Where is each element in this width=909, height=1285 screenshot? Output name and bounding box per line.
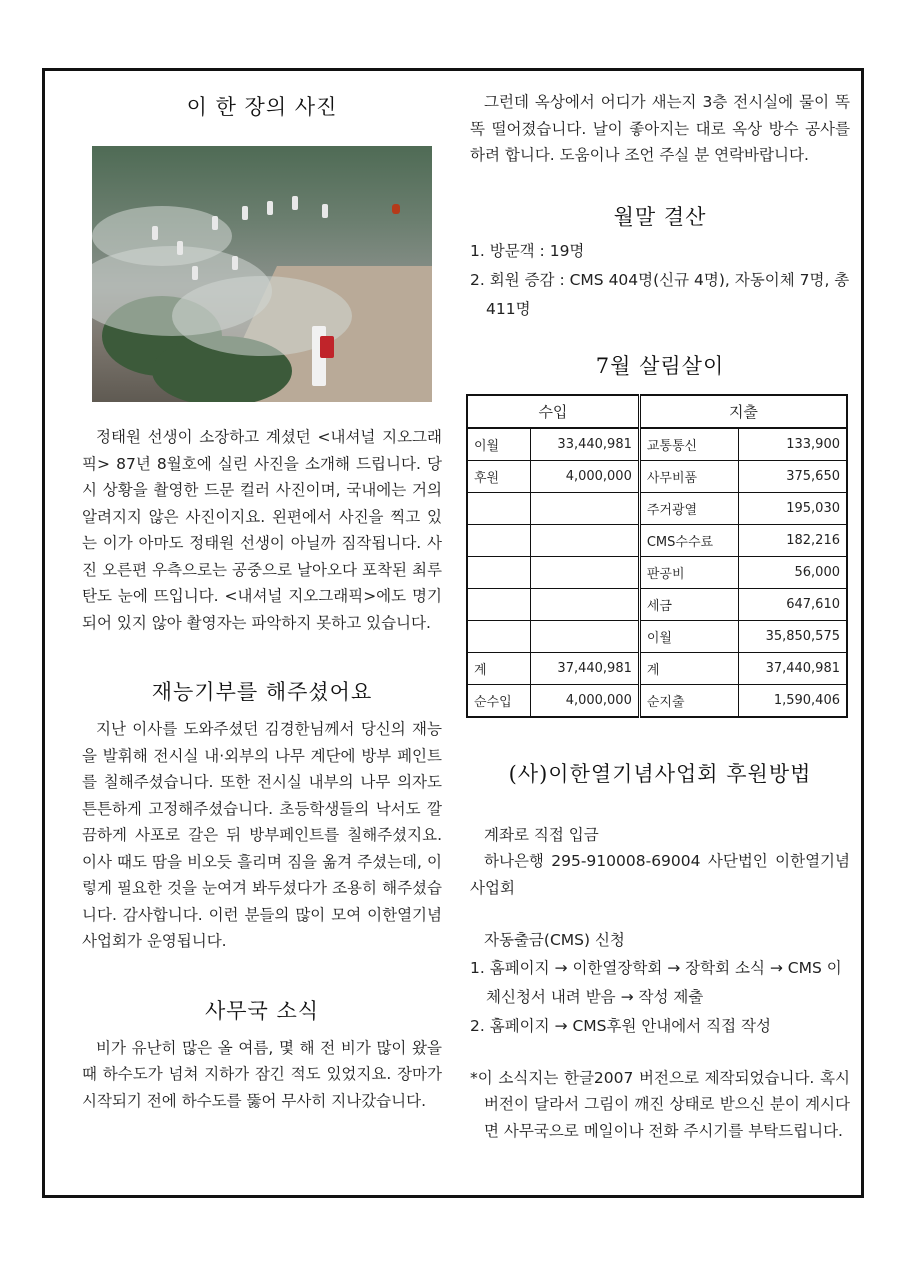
photo-section-body: 정태원 선생이 소장하고 계셨던 <내셔널 지오그래픽> 87년 8월호에 실린 사진을 소개해 드립니다. 당시 상황을 촬영한 드문 컬러 사진이며, 국내에는 거의 알려지지 않은 사진이지요. 왼편에서 사진을 찍고 있는 이가 아마도 정태원 선생이 아닐까 짐작됩니다. 사진 오른편 우측으로는 공중으로 날아오다 포착된 최루탄도 눈에 뜨입니다. <내셔널 지오그래픽>에도 명기되어 있지 않아 촬영자는 파악하지 못하고 있습니다. — [82, 428, 442, 632]
list-item: 2. 회원 증감 : CMS 404명(신규 4명), 자동이체 7명, 총 411명 — [470, 270, 850, 318]
income-label — [467, 492, 530, 524]
income-label: 후원 — [467, 460, 530, 492]
income-value — [530, 620, 639, 652]
table-header-row — [467, 395, 847, 428]
expense-value: 195,030 — [738, 492, 847, 524]
expense-total-label: 계 — [639, 652, 738, 684]
version-note: *이 소식지는 한글2007 버전으로 제작되었습니다. 혹시 버전이 달라서 그림이 깨진 상태로 받으신 분이 계시다면 사무국으로 메일이나 전화 주시기를 부탁드립니다. — [470, 1068, 850, 1140]
talent-donation-title: 재능기부를 해주셨어요 — [151, 680, 373, 704]
table-row — [467, 428, 847, 461]
expense-label: 판공비 — [639, 556, 738, 588]
cms-steps-list — [470, 954, 850, 1041]
expense-label: 교통통신 — [639, 428, 738, 461]
left-column — [82, 71, 442, 1114]
settlement-title: 월말 결산 — [613, 204, 707, 229]
photo-section-title: 이 한 장의 사진 — [186, 95, 338, 119]
income-value: 33,440,981 — [530, 428, 639, 461]
office-news-body: 비가 유난히 많은 올 여름, 몇 해 전 비가 많이 왔을 때 하수도가 넘쳐 지하가 잠긴 적도 있었지요. 장마가 시작되기 전에 하수도를 뚫어 무사히 지나갔습니다. — [82, 1038, 442, 1110]
table-row — [467, 460, 847, 492]
income-total-label: 계 — [467, 652, 530, 684]
net-expense-label: 순지출 — [639, 684, 738, 717]
expense-value: 647,610 — [738, 588, 847, 620]
net-expense-value: 1,590,406 — [738, 684, 847, 717]
table-row — [467, 620, 847, 652]
list-item: 1. 방문객 : 19명 — [470, 241, 585, 260]
net-income-label: 순수입 — [467, 684, 530, 717]
bank-account-info: 하나은행 295-910008-69004 사단법인 이한열기념사업회 — [470, 852, 850, 897]
expense-value: 56,000 — [738, 556, 847, 588]
income-value: 4,000,000 — [530, 460, 639, 492]
income-value — [530, 524, 639, 556]
table-row — [467, 492, 847, 524]
expense-header: 지출 — [639, 395, 847, 428]
talent-donation-body: 지난 이사를 도와주셨던 김경한님께서 당신의 재능을 발휘해 전시실 내·외부의 나무 계단에 방부 페인트를 칠해주셨습니다. 또한 전시실 내부의 나무 의자도 튼튼하게 고정해주셨습니다. 초등학생들의 낙서도 깔끔하게 사포로 갈은 뒤 방부페인트를 칠해주셨지요. 이사 때도 땀을 비오듯 흘리며 짐을 옮겨 주셨는데, 이렇게 필요한 것을 눈여겨 봐두셨다가 조용히 해주셨습니다. 감사합니다. 이런 분들의 많이 모여 이한열기념사업회가 운영됩니다. — [82, 720, 442, 950]
expense-value: 182,216 — [738, 524, 847, 556]
income-label — [467, 620, 530, 652]
income-label — [467, 524, 530, 556]
table-row — [467, 556, 847, 588]
bank-transfer-heading: 계좌로 직접 입금 — [484, 825, 599, 844]
office-news-title: 사무국 소식 — [204, 998, 320, 1023]
support-method-title: (사)이한열기념사업회 후원방법 — [508, 761, 812, 786]
expense-label: 이월 — [639, 620, 738, 652]
right-column — [470, 71, 850, 1144]
income-header: 수입 — [467, 395, 639, 428]
expense-label: CMS수수료 — [639, 524, 738, 556]
income-label — [467, 588, 530, 620]
expense-total-value: 37,440,981 — [738, 652, 847, 684]
net-row — [467, 684, 847, 717]
income-value — [530, 556, 639, 588]
income-label — [467, 556, 530, 588]
monthly-budget-title: 7월 살림살이 — [595, 353, 725, 378]
expense-value: 375,650 — [738, 460, 847, 492]
historical-photo — [92, 146, 432, 402]
newsletter-page — [42, 68, 864, 1198]
net-income-value: 4,000,000 — [530, 684, 639, 717]
office-news-continued: 그런데 옥상에서 어디가 새는지 3층 전시실에 물이 똑똑 떨어졌습니다. 날이 좋아지는 대로 옥상 방수 공사를 하려 합니다. 도움이나 조언 주실 분 연락바랍니다. — [470, 93, 850, 164]
table-row — [467, 524, 847, 556]
income-value — [530, 588, 639, 620]
list-item: 2. 홈페이지 → CMS후원 안내에서 직접 작성 — [470, 1016, 771, 1035]
expense-value: 35,850,575 — [738, 620, 847, 652]
table-row — [467, 588, 847, 620]
budget-table — [466, 394, 848, 718]
expense-value: 133,900 — [738, 428, 847, 461]
income-total-value: 37,440,981 — [530, 652, 639, 684]
income-value — [530, 492, 639, 524]
expense-label: 사무비품 — [639, 460, 738, 492]
expense-label: 세금 — [639, 588, 738, 620]
total-row — [467, 652, 847, 684]
list-item: 1. 홈페이지 → 이한열장학회 → 장학회 소식 → CMS 이체신청서 내려 받음 → 작성 제출 — [470, 958, 842, 1006]
income-label: 이월 — [467, 428, 530, 461]
settlement-list — [470, 237, 850, 324]
expense-label: 주거광열 — [639, 492, 738, 524]
cms-heading: 자동출금(CMS) 신청 — [484, 931, 625, 949]
